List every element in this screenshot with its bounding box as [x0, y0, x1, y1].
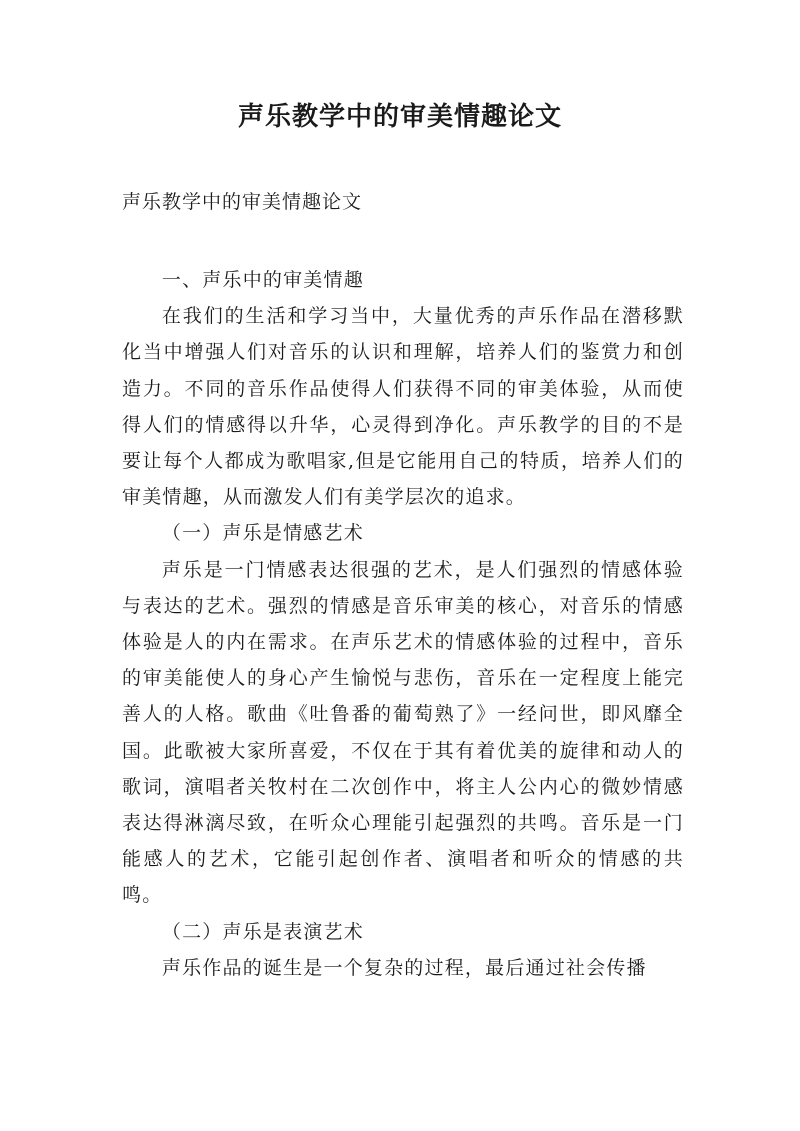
paragraph: 在我们的生活和学习当中，大量优秀的声乐作品在潜移默化当中增强人们对音乐的认识和理解，培养人们的鉴赏力和创造力。不同的音乐作品使得人们获得不同的审美体验，从而使得人们的情感得以升华，心灵得到净化。声乐教学的目的不是要让每个人都成为歌唱家,但是它能用自己的特质，培养人们的审美情趣，从而激发人们有美学层次的追求。: [122, 305, 684, 509]
section-heading: （二）声乐是表演艺术: [161, 920, 364, 943]
document-subtitle: 声乐教学中的审美情趣论文: [122, 191, 363, 213]
paragraph: 声乐作品的诞生是一个复杂的过程，最后通过社会传播: [161, 956, 647, 979]
paragraph: 声乐是一门情感表达很强的艺术，是人们强烈的情感体验与表达的艺术。强烈的情感是音乐审美的核心，对音乐的情感体验是人的内在需求。在声乐艺术的情感体验的过程中，音乐的审美能使人的身心产生愉悦与悲伤，音乐在一定程度上能完善人的人格。歌曲《吐鲁番的葡萄熟了》一经问世，即风靡全国。此歌被大家所喜爱，不仅在于其有着优美的旋律和动人的歌词，演唱者关牧村在二次创作中，将主人公内心的微妙情感表达得淋漓尽致，在听众心理能引起强烈的共鸣。音乐是一门能感人的艺术，它能引起创作者、演唱者和听众的情感的共鸣。: [122, 558, 684, 907]
section-heading: （一）声乐是情感艺术: [161, 522, 364, 545]
document-title: 声乐教学中的审美情趣论文: [237, 102, 562, 132]
section-heading: 一、声乐中的审美情趣: [161, 269, 364, 291]
document-body: [122, 262, 684, 986]
